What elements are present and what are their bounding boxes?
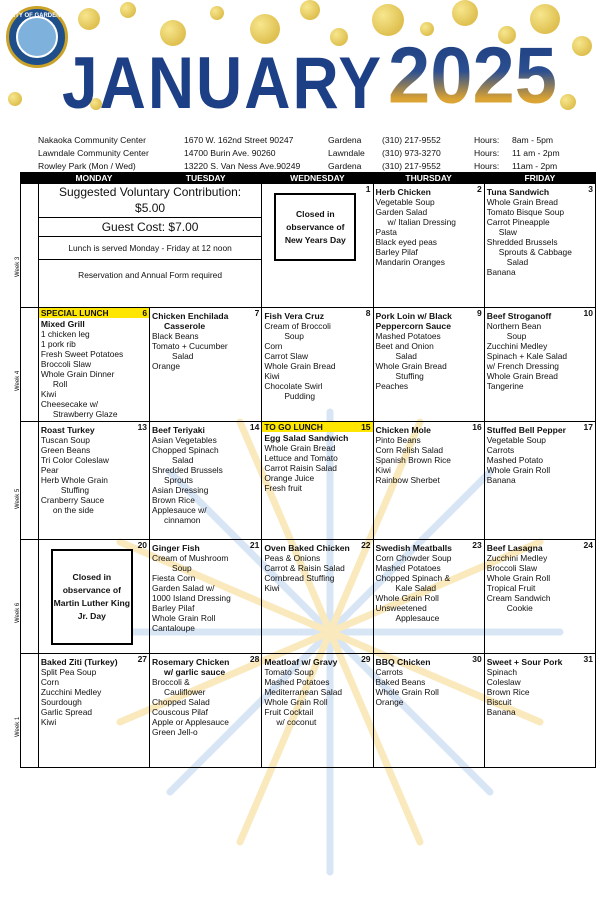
city-seal-logo (6, 6, 68, 68)
menu-item: Slaw (498, 227, 517, 237)
menu (262, 422, 372, 493)
entree: Oven Baked Chicken (264, 543, 350, 553)
day-cell (484, 184, 595, 308)
menu-item: Barley Pilaf (375, 247, 418, 257)
hours-label: Hours: (474, 161, 500, 171)
menu-item: Pinto Beans (375, 435, 421, 445)
menu-item: Banana (486, 475, 516, 485)
day-header-thursday: THURSDAY (373, 173, 484, 184)
menu-item: Carrots (486, 445, 515, 455)
menu-item: Chopped Salad (152, 697, 210, 707)
menu (150, 308, 261, 371)
menu-item: Fruit Cocktail (264, 707, 314, 717)
menu-item: 1000 Island Dressing (152, 593, 231, 603)
menu-item: Tomato Soup (264, 667, 314, 677)
day-number: 8 (365, 308, 371, 318)
menu-item: Carrots (375, 667, 403, 677)
menu-item: Whole Grain Roll (375, 687, 439, 697)
location-name: Nakaoka Community Center (38, 135, 146, 145)
seal-text: CITY OF GARDENA (9, 13, 65, 19)
menu-item: Couscous Pilaf (152, 707, 208, 717)
menu-item: Mashed Potatoes (264, 677, 330, 687)
menu (485, 654, 595, 717)
day-number: 6 (142, 308, 148, 318)
menu (485, 422, 595, 485)
entree: Fish Vera Cruz (264, 311, 325, 321)
week-cell (15, 654, 39, 768)
day-header-tuesday: TUESDAY (150, 173, 262, 184)
closed-notice: Closed in observance of Martin Luther King Jr. Day (51, 549, 133, 645)
day-cell (150, 422, 262, 540)
day-cell (262, 540, 373, 654)
menu-item: Garden Salad (375, 207, 428, 217)
menu-item: Asian Vegetables (152, 435, 217, 445)
menu-item: Carrot Pineapple (486, 217, 550, 227)
menu-item: Corn Relish Salad (375, 445, 444, 455)
menu-item: Salad (172, 351, 194, 361)
location-phone: (310) 973-3270 (382, 148, 441, 158)
menu-item: Pasta (375, 227, 397, 237)
menu-item: cinnamon (164, 515, 201, 525)
menu-item: Chopped Spinach & (375, 573, 451, 583)
entree: Meatloaf w/ Gravy (264, 657, 338, 667)
menu-item: Carrot Slaw (264, 351, 309, 361)
menu-item: Tangerine (486, 381, 524, 391)
day-number: 9 (477, 308, 482, 318)
entree: Tuna Sandwich (486, 187, 550, 197)
menu-item: Whole Grain Bread (264, 443, 336, 453)
menu-item: Banana (486, 267, 516, 277)
menu-item: Tuscan Soup (40, 435, 90, 445)
menu-item: Sprouts & Cabbage (498, 247, 572, 257)
menu-item: Mandarin Oranges (375, 257, 445, 267)
location-hours: 11am - 2pm (512, 161, 558, 171)
month-title: JANUARY (62, 41, 383, 124)
header (0, 0, 600, 130)
menu-item: Chocolate Swirl (264, 381, 323, 391)
menu-item: Green Jell-o (152, 727, 198, 737)
menu-item: Fresh Sweet Potatoes (40, 349, 124, 359)
menu (485, 308, 595, 391)
menu-item: w/ Italian Dressing (387, 217, 456, 227)
hours-label: Hours: (474, 148, 500, 158)
menu-item: Salad (172, 455, 194, 465)
day-number: 27 (137, 654, 148, 664)
menu (39, 308, 149, 419)
menu-item: Vegetable Soup (375, 197, 435, 207)
location-phone: (310) 217-9552 (382, 135, 441, 145)
menu-item: 1 pork rib (40, 339, 76, 349)
menu-item: Spanish Brown Rice (375, 455, 451, 465)
day-cell (373, 422, 484, 540)
locations-list (38, 134, 598, 173)
menu-item: Soup (172, 563, 192, 573)
hours-label: Hours: (474, 135, 500, 145)
entree: Stuffed Bell Pepper (486, 425, 567, 435)
special-lunch-label: TO GO LUNCH (262, 422, 372, 432)
location-name: Rowley Park (Mon / Wed) (38, 161, 136, 171)
menu-item: Mashed Potatoes (375, 563, 441, 573)
menu-item: w/ coconut (276, 717, 317, 727)
week-row (21, 422, 596, 540)
entree: Swedish Meatballs (375, 543, 452, 553)
location-city: Gardena (328, 135, 362, 145)
day-number: 13 (137, 422, 148, 432)
entree: Beef Stroganoff (486, 311, 552, 321)
menu-item: Cream of Mushroom (152, 553, 229, 563)
location-city: Lawndale (328, 148, 365, 158)
menu-item: Whole Grain Roll (152, 613, 216, 623)
day-number: 20 (137, 540, 148, 550)
menu-item: Lettuce and Tomato (264, 453, 338, 463)
menu-item: Herb Whole Grain (40, 475, 108, 485)
menu-item: Roll (52, 379, 68, 389)
menu (374, 184, 484, 267)
menu-item: Fresh fruit (264, 483, 303, 493)
closed-notice: Closed in observance of New Years Day (274, 193, 356, 261)
menu (262, 184, 372, 187)
day-cell (373, 184, 484, 308)
menu (262, 308, 372, 401)
day-number: 1 (365, 184, 371, 194)
menu-item: Pudding (284, 391, 316, 401)
menu-item: Kiwi (40, 389, 57, 399)
menu (39, 654, 149, 727)
menu-item: Beet and Onion (375, 341, 434, 351)
menu (39, 422, 149, 515)
menu-item: Unsweetened (375, 603, 427, 613)
menu-item: Apple or Applesauce (152, 717, 229, 727)
menu-item: Spinach (486, 667, 518, 677)
entree: Egg Salad Sandwich (264, 433, 349, 443)
calendar (15, 172, 596, 762)
location-row (38, 147, 598, 160)
location-hours: 11 am - 2pm (512, 148, 560, 158)
day-cell (150, 308, 262, 422)
day-cell (484, 540, 595, 654)
menu-item: Chopped Spinach (152, 445, 219, 455)
menu-item: Strawberry Glaze (52, 409, 118, 419)
week-row (21, 540, 596, 654)
location-hours: 8am - 5pm (512, 135, 554, 145)
day-number: 10 (583, 308, 593, 318)
location-phone: (310) 217-9552 (382, 161, 441, 171)
day-cell (484, 422, 595, 540)
menu (485, 184, 595, 277)
menu-item: Zucchini Medley (486, 553, 548, 563)
menu-item: Rainbow Sherbet (375, 475, 440, 485)
menu-item: Kiwi (375, 465, 391, 475)
day-number: 30 (472, 654, 482, 664)
entree: Sweet + Sour Pork (486, 657, 563, 667)
menu-item: Vegetable Soup (486, 435, 546, 445)
menu-item: Garlic Spread (40, 707, 93, 717)
menu-item: Soup (284, 331, 304, 341)
menu-item: Cantaloupe (152, 623, 195, 633)
day-cell (262, 184, 373, 308)
menu-item: Kiwi (264, 583, 280, 593)
entree: BBQ Chicken (375, 657, 431, 667)
location-city: Gardena (328, 161, 362, 171)
menu-item: Garden Salad w/ (152, 583, 215, 593)
menu-item: Orange (152, 361, 180, 371)
menu-item: Orange Juice (264, 473, 315, 483)
menu-item: Whole Grain Roll (486, 465, 551, 475)
menu-item: Whole Grain Bread (375, 361, 447, 371)
day-cell (150, 540, 262, 654)
day-cell (484, 654, 595, 768)
day-cell (373, 654, 484, 768)
entree: Ginger Fish (152, 543, 200, 553)
menu-item: Split Pea Soup (40, 667, 97, 677)
menu (262, 540, 372, 593)
year-title: 2025 (388, 31, 558, 121)
menu-item: Zucchini Medley (40, 687, 102, 697)
menu-item: Carrot Raisin Salad (264, 463, 337, 473)
menu-item: Kiwi (40, 717, 57, 727)
day-header-wednesday: WEDNESDAY (262, 173, 373, 184)
menu-item: Banana (486, 707, 516, 717)
menu-item: Spinach + Kale Salad (486, 351, 568, 361)
reservation-text: Reservation and Annual Form required (78, 270, 222, 280)
entree: Chicken Mole (375, 425, 431, 435)
week-col-header (21, 173, 39, 184)
special-lunch-label: SPECIAL LUNCH (39, 308, 149, 318)
day-number: 21 (249, 540, 260, 550)
location-address: 14700 Burin Ave. 90260 (184, 148, 276, 158)
day-cell (150, 654, 262, 768)
day-cell (262, 308, 373, 422)
menu-item: Stuffing (395, 371, 424, 381)
menu-item: Whole Grain Dinner (40, 369, 115, 379)
day-cell (262, 422, 373, 540)
day-cell (373, 540, 484, 654)
contribution-info (38, 184, 261, 308)
menu-item: Zucchini Medley (486, 341, 548, 351)
day-number: 7 (254, 308, 260, 318)
menu-item: Mediterranean Salad (264, 687, 343, 697)
menu-item: Pear (40, 465, 59, 475)
menu (262, 654, 372, 727)
day-cell (38, 422, 149, 540)
menu-item: Cranberry Sauce (40, 495, 105, 505)
menu-item: Peaches (375, 381, 409, 391)
menu-item: Cream Sandwich (486, 593, 551, 603)
entree: Roast Turkey (40, 425, 95, 435)
menu-item: Corn (264, 341, 283, 351)
day-cell (38, 540, 149, 654)
menu-item: Corn Chowder Soup (375, 553, 452, 563)
menu (374, 308, 484, 391)
menu-item: Mashed Potato (486, 455, 544, 465)
menu (374, 654, 484, 707)
menu-item: Coleslaw (486, 677, 521, 687)
menu-item: Broccoli Slaw (486, 563, 538, 573)
menu-item: Sprouts (164, 475, 193, 485)
menu-item: Whole Grain Bread (486, 197, 558, 207)
day-cell (373, 308, 484, 422)
location-address: 13220 S. Van Ness Ave.90249 (184, 161, 301, 171)
week-row (21, 654, 596, 768)
menu-item: Corn (40, 677, 59, 687)
week-label: Week 1 (15, 716, 21, 737)
menu-item: Tomato + Cucumber (152, 341, 228, 351)
day-number: 29 (361, 654, 371, 664)
entree: Herb Chicken (375, 187, 431, 197)
day-number: 24 (583, 540, 593, 550)
menu-item: on the side (52, 505, 94, 515)
entree: Beef Teriyaki (152, 425, 205, 435)
menu-item: Kale Salad (395, 583, 437, 593)
menu-item: Kiwi (264, 371, 280, 381)
menu-item: Applesauce (395, 613, 440, 623)
menu-item: Black Beans (152, 331, 199, 341)
menu-item: Fiesta Corn (152, 573, 196, 583)
entree: Rosemary Chicken (152, 657, 230, 667)
week-cell (15, 540, 39, 654)
day-number: 2 (477, 184, 482, 194)
week-label: Week 3 (15, 256, 21, 277)
menu-item: Brown Rice (486, 687, 530, 697)
menu-item: Sourdough (40, 697, 82, 707)
menu-item: Brown Rice (152, 495, 195, 505)
menu-item: Cheesecake w/ (40, 399, 99, 409)
menu-item: Northern Bean (486, 321, 542, 331)
menu-item: w/ French Dressing (486, 361, 559, 371)
day-number: 15 (361, 422, 371, 432)
menu-item: Whole Grain Roll (375, 593, 439, 603)
menu-item: Broccoli Slaw (40, 359, 92, 369)
menu-item: 1 chicken leg (40, 329, 90, 339)
contribution-text: Suggested Voluntary Contribution: (59, 185, 242, 199)
contribution-amount: $5.00 (39, 200, 261, 218)
menu-item: Cookie (506, 603, 533, 613)
menu-item: Cream of Broccoli (264, 321, 331, 331)
week-label: Week 4 (15, 370, 21, 391)
menu-item: Asian Dressing (152, 485, 209, 495)
menu-item: Tomato Bisque Soup (486, 207, 565, 217)
day-header-friday: FRIDAY (484, 173, 595, 184)
menu (374, 540, 484, 623)
week-row (21, 184, 596, 308)
menu-item: Shredded Brussels (486, 237, 558, 247)
location-row (38, 134, 598, 147)
menu-item: Soup (506, 331, 527, 341)
week-label: Week 5 (15, 488, 21, 509)
menu-item: Black eyed peas (375, 237, 437, 247)
menu-item: Mashed Potatoes (375, 331, 441, 341)
day-cell (484, 308, 595, 422)
day-number: 14 (249, 422, 260, 432)
week-cell (15, 184, 39, 308)
day-cell (38, 654, 149, 768)
day-number: 17 (583, 422, 593, 432)
menu-item: Barley Pilaf (152, 603, 195, 613)
menu (374, 422, 484, 485)
week-label: Week 6 (15, 602, 21, 623)
location-name: Lawndale Community Center (38, 148, 149, 158)
guest-cost: Guest Cost: $7.00 (39, 218, 261, 237)
entree-cont: Casserole (164, 321, 206, 331)
entree: Chicken Enchilada (152, 311, 229, 321)
day-header-monday: MONDAY (38, 173, 149, 184)
day-number: 23 (472, 540, 482, 550)
menu (39, 540, 149, 543)
menu-item: Cauliflower (164, 687, 206, 697)
menu-item: Tropical Fruit (486, 583, 536, 593)
week-row (21, 308, 596, 422)
entree: Baked Ziti (Turkey) (40, 657, 118, 667)
entree-cont: w/ garlic sauce (164, 667, 226, 677)
menu (150, 540, 261, 633)
week-cell (15, 422, 39, 540)
location-address: 1670 W. 162nd Street 90247 (184, 135, 294, 145)
menu-item: Applesauce w/ (152, 505, 207, 515)
menu-item: Whole Grain Roll (264, 697, 328, 707)
menu-item: Tri Color Coleslaw (40, 455, 109, 465)
menu-item: Carrot & Raisin Salad (264, 563, 345, 573)
menu (150, 422, 261, 525)
menu-item: Biscuit (486, 697, 512, 707)
day-number: 3 (588, 184, 593, 194)
week-cell (15, 308, 39, 422)
day-number: 22 (361, 540, 371, 550)
menu-item: Whole Grain Bread (486, 371, 558, 381)
menu-item: Baked Beans (375, 677, 426, 687)
menu-item: Shredded Brussels (152, 465, 223, 475)
entree: Mixed Grill (40, 319, 85, 329)
menu (485, 540, 595, 613)
menu-item: Whole Grain Bread (264, 361, 336, 371)
entree: Beef Lasagna (486, 543, 543, 553)
entree-cont: Peppercorn Sauce (375, 321, 451, 331)
menu-item: Stuffing (60, 485, 90, 495)
day-number: 31 (583, 654, 593, 664)
menu-item: Peas & Onions (264, 553, 321, 563)
menu (150, 654, 261, 737)
day-number: 16 (472, 422, 482, 432)
menu-item: Green Beans (40, 445, 91, 455)
day-cell (262, 654, 373, 768)
menu-item: Salad (506, 257, 529, 267)
calendar-table (15, 172, 596, 768)
menu-item: Orange (375, 697, 404, 707)
menu-item: Salad (395, 351, 417, 361)
menu-item: Cornbread Stuffing (264, 573, 335, 583)
day-number: 28 (249, 654, 260, 664)
day-cell (38, 308, 149, 422)
menu-item: Whole Grain Roll (486, 573, 551, 583)
entree: Pork Loin w/ Black (375, 311, 452, 321)
menu-item: Broccoli & (152, 677, 190, 687)
lunch-served-text: Lunch is served Monday - Friday at 12 noon (39, 237, 261, 260)
